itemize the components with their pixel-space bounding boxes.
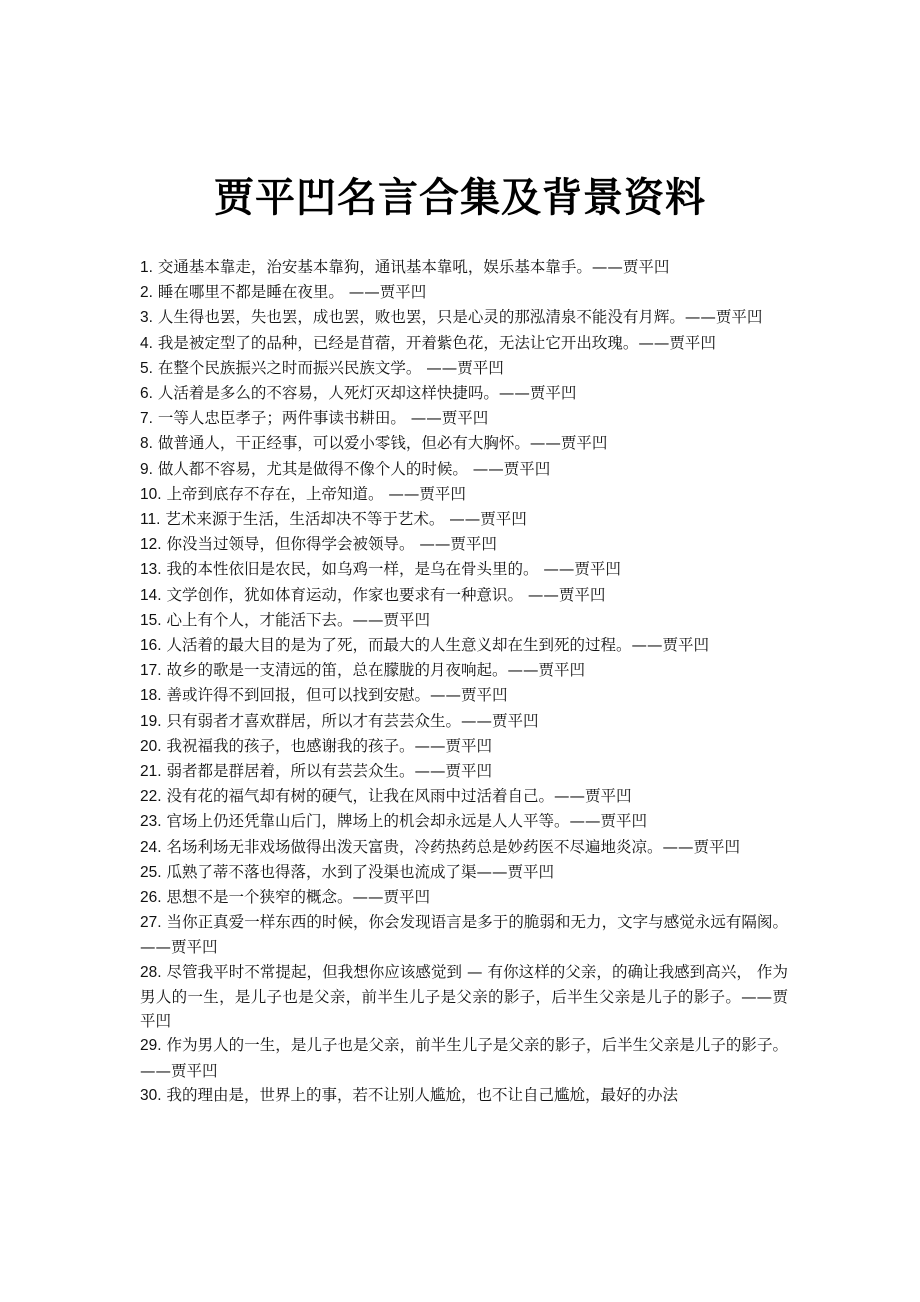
item-number: 14. bbox=[140, 586, 162, 604]
list-item bbox=[140, 709, 788, 734]
item-text: 心上有个人，才能活下去。——贾平凹 bbox=[166, 610, 431, 629]
item-text: 人活着的最大目的是为了死，而最大的人生意义却在生到死的过程。——贾平凹 bbox=[166, 636, 710, 655]
list-item bbox=[140, 331, 788, 356]
item-number: 2. bbox=[140, 284, 153, 302]
item-text: 只有弱者才喜欢群居，所以才有芸芸众生。——贾平凹 bbox=[166, 711, 539, 730]
item-number: 15. bbox=[140, 611, 162, 629]
list-item bbox=[140, 557, 788, 582]
list-item bbox=[140, 431, 788, 456]
item-number: 10. bbox=[140, 485, 162, 503]
item-number: 20. bbox=[140, 737, 162, 755]
item-number: 16. bbox=[140, 637, 162, 655]
item-text: 瓜熟了蒂不落也得落，水到了没渠也流成了渠——贾平凹 bbox=[166, 862, 555, 881]
item-number: 3. bbox=[140, 309, 153, 327]
item-number: 4. bbox=[140, 334, 153, 352]
item-text: 没有花的福气却有树的硬气，让我在风雨中过活着自己。——贾平凹 bbox=[166, 787, 632, 806]
item-number: 24. bbox=[140, 838, 162, 856]
item-text: 我的理由是，世界上的事，若不让别人尴尬，也不让自己尴尬，最好的办法 bbox=[166, 1085, 679, 1104]
item-text: 思想不是一个狭窄的概念。——贾平凹 bbox=[166, 888, 431, 907]
item-text: 在整个民族振兴之时而振兴民族文学。 ——贾平凹 bbox=[157, 358, 504, 377]
item-number: 29. bbox=[140, 1037, 162, 1055]
item-text: 弱者都是群居着，所以有芸芸众生。——贾平凹 bbox=[166, 762, 493, 781]
list-item bbox=[140, 885, 788, 910]
item-text: 我祝福我的孩子，也感谢我的孩子。——贾平凹 bbox=[166, 736, 493, 755]
list-item bbox=[140, 658, 788, 683]
list-item bbox=[140, 1033, 788, 1082]
list-item bbox=[140, 255, 788, 280]
item-text: 我是被定型了的品种，已经是苜蓿，开着紫色花，无法让它开出玫瑰。——贾平凹 bbox=[157, 333, 716, 352]
item-number: 30. bbox=[140, 1086, 162, 1104]
item-number: 23. bbox=[140, 813, 162, 831]
item-number: 1. bbox=[140, 259, 153, 276]
item-number: 25. bbox=[140, 863, 162, 881]
list-item bbox=[140, 784, 788, 809]
item-number: 6. bbox=[140, 385, 153, 403]
list-item bbox=[140, 734, 788, 759]
item-text: 作为男人的一生，是儿子也是父亲，前半生儿子是父亲的影子，后半生父亲是儿子的影子。——贾平凹 bbox=[140, 1036, 788, 1080]
item-number: 27. bbox=[140, 914, 162, 932]
list-item bbox=[140, 910, 788, 959]
list-item bbox=[140, 583, 788, 608]
list-item bbox=[140, 608, 788, 633]
item-number: 13. bbox=[140, 561, 162, 579]
list-item bbox=[140, 280, 788, 305]
item-number: 22. bbox=[140, 788, 162, 806]
item-number: 8. bbox=[140, 435, 153, 453]
item-text: 故乡的歌是一支清远的笛，总在朦胧的月夜响起。——贾平凹 bbox=[166, 661, 586, 680]
document-title: 贾平凹名言合集及背景资料 bbox=[214, 174, 706, 221]
item-text: 尽管我平时不常提起，但我想你应该感觉到 — 有你这样的父亲，的确让我感到高兴， 作为男人的一生，是儿子也是父亲，前半生儿子是父亲的影子，后半生父亲是儿子的影子。——贾平凹 bbox=[140, 962, 788, 1031]
list-item bbox=[140, 860, 788, 885]
item-text: 善或许得不到回报，但可以找到安慰。——贾平凹 bbox=[166, 686, 508, 705]
item-number: 7. bbox=[140, 410, 153, 428]
list-item bbox=[140, 809, 788, 834]
item-number: 21. bbox=[140, 763, 162, 781]
quote-list bbox=[140, 255, 788, 1108]
item-number: 18. bbox=[140, 687, 162, 705]
list-item bbox=[140, 381, 788, 406]
item-text: 上帝到底存不存在，上帝知道。 ——贾平凹 bbox=[166, 484, 466, 503]
item-text: 做普通人，干正经事，可以爱小零钱，但必有大胸怀。——贾平凹 bbox=[157, 434, 608, 453]
list-item bbox=[140, 406, 788, 431]
list-item bbox=[140, 482, 788, 507]
item-text: 你没当过领导，但你得学会被领导。 ——贾平凹 bbox=[166, 535, 497, 554]
item-text: 官场上仍还凭靠山后门，牌场上的机会却永远是人人平等。——贾平凹 bbox=[166, 812, 648, 831]
list-item bbox=[140, 1083, 788, 1108]
item-text: 做人都不容易，尤其是做得不像个人的时候。 ——贾平凹 bbox=[157, 459, 551, 478]
list-item bbox=[140, 759, 788, 784]
list-item bbox=[140, 835, 788, 860]
item-text: 睡在哪里不都是睡在夜里。 ——贾平凹 bbox=[157, 283, 427, 302]
item-text: 我的本性依旧是农民，如乌鸡一样，是乌在骨头里的。 ——贾平凹 bbox=[166, 560, 621, 579]
list-item bbox=[140, 633, 788, 658]
item-text: 艺术来源于生活，生活却决不等于艺术。 ——贾平凹 bbox=[165, 510, 527, 529]
item-text: 人活着是多么的不容易，人死灯灭却这样快捷吗。——贾平凹 bbox=[157, 384, 577, 403]
item-number: 26. bbox=[140, 889, 162, 907]
item-text: 交通基本靠走，治安基本靠狗，通讯基本靠吼，娱乐基本靠手。——贾平凹 bbox=[157, 258, 670, 276]
list-item bbox=[140, 457, 788, 482]
item-number: 5. bbox=[140, 359, 153, 377]
list-item bbox=[140, 356, 788, 381]
item-number: 28. bbox=[140, 963, 162, 981]
item-number: 11. bbox=[140, 511, 161, 529]
item-text: 当你正真爱一样东西的时候，你会发现语言是多于的脆弱和无力，文字与感觉永远有隔阂。——贾平凹 bbox=[140, 913, 788, 957]
list-item bbox=[140, 507, 788, 532]
list-item bbox=[140, 305, 788, 330]
item-text: 文学创作，犹如体育运动，作家也要求有一种意识。 ——贾平凹 bbox=[166, 585, 606, 604]
item-number: 9. bbox=[140, 460, 153, 478]
item-number: 19. bbox=[140, 712, 162, 730]
list-item bbox=[140, 683, 788, 708]
list-item bbox=[140, 532, 788, 557]
item-text: 名场利场无非戏场做得出泼天富贵，冷药热药总是妙药医不尽遍地炎凉。——贾平凹 bbox=[166, 837, 741, 856]
item-text: 一等人忠臣孝子；两件事读书耕田。 ——贾平凹 bbox=[157, 409, 489, 428]
item-number: 17. bbox=[140, 662, 162, 680]
item-number: 12. bbox=[140, 536, 162, 554]
list-item bbox=[140, 960, 788, 1034]
item-text: 人生得也罢，失也罢，成也罢，败也罢，只是心灵的那泓清泉不能没有月辉。——贾平凹 bbox=[157, 308, 763, 327]
